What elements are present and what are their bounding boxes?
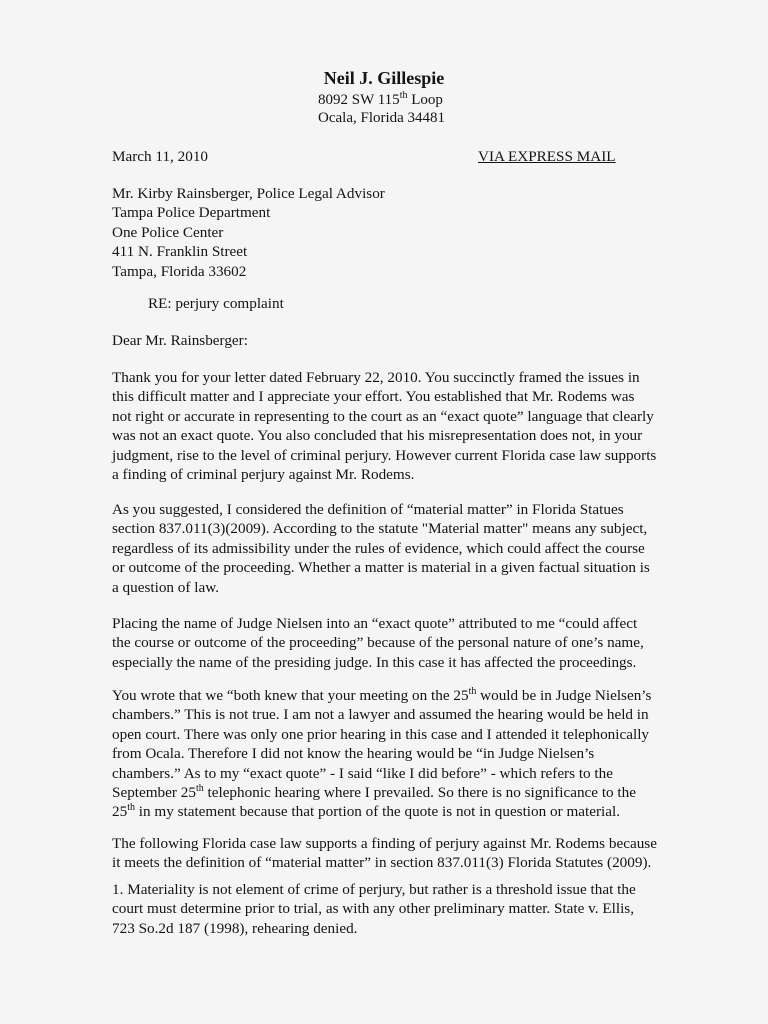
paragraph-2 [112,500,650,597]
recipient-line: Tampa, Florida 33602 [112,262,247,280]
sender-street: 8092 SW 115th Loop [318,90,443,108]
text-line: chambers.” As to my “exact quote” - I said “like I did before” - which refers to the [112,764,613,782]
paragraph-3 [112,614,644,672]
paragraph-5 [112,834,657,873]
recipient-line: Mr. Kirby Rainsberger, Police Legal Advisor [112,185,385,202]
text-line: from Ocala. Therefore I did not know the hearing would be “in Judge Nielsen’s [112,745,595,763]
text-line: this difficult matter and I appreciate your effort. You established that Mr. Rodems was [112,388,635,406]
text-line: court must determine prior to trial, as with any other preliminary matter. State v. Ellis, [112,900,635,918]
sender-city: Ocala, Florida 34481 [318,110,446,126]
text-line: especially the name of the presiding judge. In this case it has affected the proceedings. [112,653,637,671]
recipient-address [112,184,632,281]
salutation: Dear Mr. Rainsberger: [112,332,248,349]
text-line: 1. Materiality is not element of crime of perjury, but rather is a threshold issue that the [112,881,636,898]
text-line: or outcome of the proceeding. Whether a matter is material in a given factual situation is [112,559,650,577]
text-line: Thank you for your letter dated February 22, 2010. You succinctly framed the issues in [112,369,640,386]
text-line: You wrote that we “both knew that your meeting on the 25th would be in Judge Nielsen’s [112,685,652,704]
recipient-line: Tampa Police Department [112,204,271,222]
text-line: it meets the definition of “material matter” in section 837.011(3) Florida Statutes (2009). [112,854,652,872]
text-line: regardless of its admissibility under the rules of evidence, which could affect the course [112,539,645,557]
text-line: a question of law. [112,578,219,596]
sender-name: Neil J. Gillespie [323,68,445,88]
text-line: the course or outcome of the proceeding” because of the personal nature of one’s name, [112,634,644,652]
text-line: not right or accurate in representing to the court as an “exact quote” language that clearly [112,407,654,425]
text-line: judgment, rise to the level of criminal perjury. However current Florida case law supports [112,446,657,464]
text-line: chambers.” This is not true. I am not a lawyer and assumed the hearing would be held in [112,706,649,724]
text-line: The following Florida case law supports a finding of perjury against Mr. Rodems because [112,835,657,852]
text-line: 25th in my statement because that portion of the quote is not in question or material. [112,802,621,821]
text-line: Placing the name of Judge Nielsen into an “exact quote” attributed to me “could affect [112,615,638,632]
recipient-line: One Police Center [112,223,224,241]
text-line: section 837.011(3)(2009). According to the statute "Material matter" means any subject, [112,520,648,538]
text-line: was not an exact quote. You also concluded that his misrepresentation does not, in your [112,427,643,445]
letter-date: March 11, 2010 [112,148,209,165]
text-line: open court. There was only one prior hearing in this case and I attended it telephonically [112,725,650,743]
subject-line: RE: perjury complaint [148,295,284,312]
text-line: September 25th telephonic hearing where I prevailed. So there is no significance to the [112,782,636,802]
text-line: 723 So.2d 187 (1998), rehearing denied. [112,919,358,937]
text-line: As you suggested, I considered the definition of “material matter” in Florida Statues [112,501,624,518]
paragraph-4 [112,685,652,822]
paragraph-6 [112,880,636,938]
paragraph-1 [112,368,657,484]
delivery-method: VIA EXPRESS MAIL [478,148,616,165]
text-line: a finding of criminal perjury against Mr. Rodems. [112,466,415,484]
recipient-line: 411 N. Franklin Street [112,243,248,261]
